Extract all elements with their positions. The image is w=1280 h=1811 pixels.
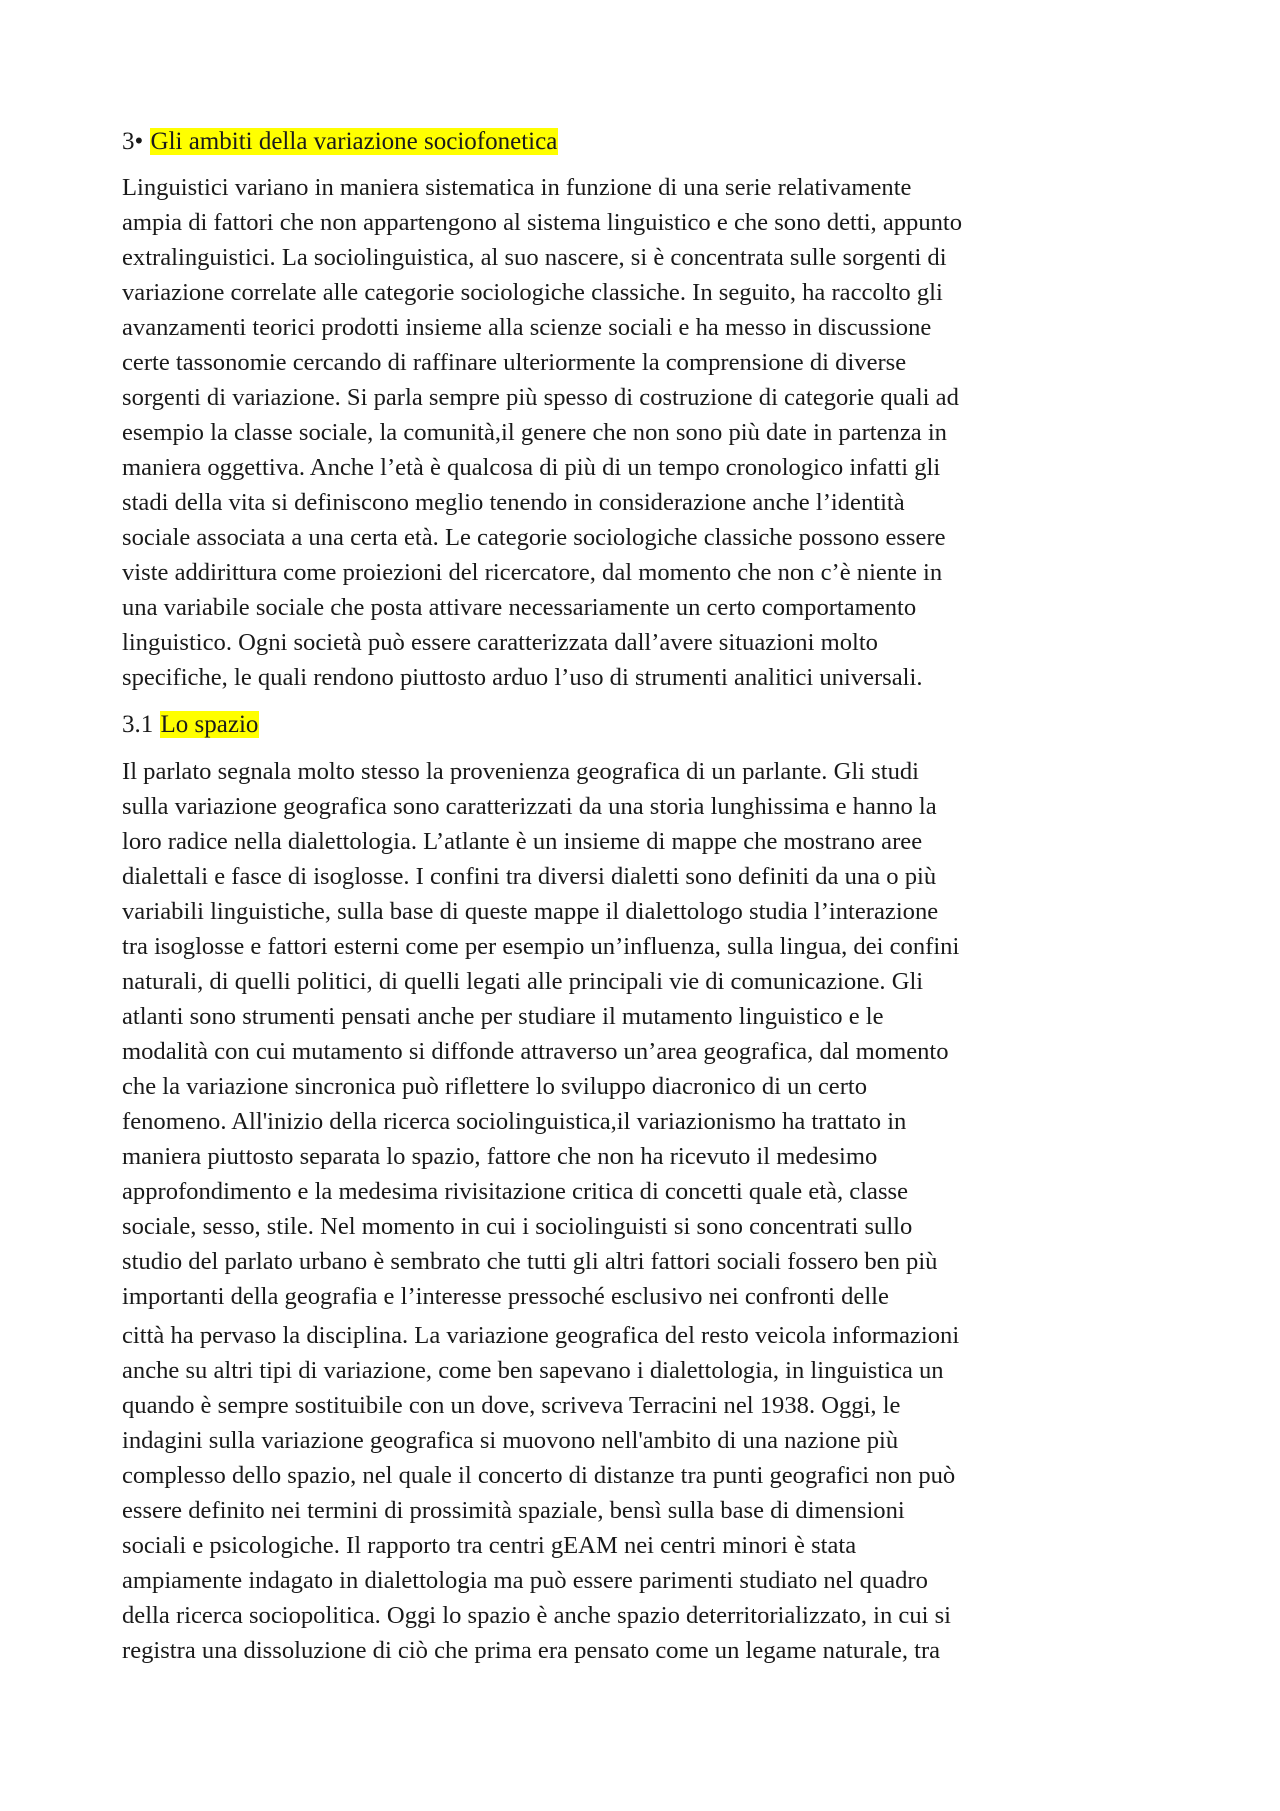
- text-line: maniera piuttosto separata lo spazio, fattore che non ha ricevuto il medesimo: [122, 1143, 878, 1170]
- text-line: stadi della vita si definiscono meglio tenendo in considerazione anche l’identità: [122, 489, 905, 516]
- text-line: naturali, di quelli politici, di quelli legati alle principali vie di comunicazione. Gli: [122, 968, 924, 995]
- text-line: linguistico. Ogni società può essere caratterizzata dall’avere situazioni molto: [122, 629, 878, 656]
- text-line: approfondimento e la medesima rivisitazione critica di concetti quale età, classe: [122, 1178, 909, 1205]
- text-line: extralinguistici. La sociolinguistica, al suo nascere, si è concentrata sulle sorgenti di: [122, 244, 947, 271]
- text-line: sociale, sesso, stile. Nel momento in cui i sociolinguisti si sono concentrati sullo: [122, 1213, 913, 1240]
- text-line: variazione correlate alle categorie sociologiche classiche. In seguito, ha raccolto gli: [122, 279, 943, 306]
- text-line: Linguistici variano in maniera sistematica in funzione di una serie relativamente: [122, 174, 912, 201]
- text-line: città ha pervaso la disciplina. La variazione geografica del resto veicola informazioni: [122, 1322, 960, 1349]
- text-line: sulla variazione geografica sono caratterizzati da una storia lunghissima e hanno la: [122, 793, 937, 820]
- highlighted-section-title: Gli ambiti della variazione sociofonetica: [150, 128, 558, 155]
- text-line: complesso dello spazio, nel quale il concerto di distanze tra punti geografici non può: [122, 1462, 956, 1489]
- text-line: importanti della geografia e l’interesse pressoché esclusivo nei confronti delle: [122, 1283, 889, 1310]
- text-line: viste addirittura come proiezioni del ricercatore, dal momento che non c’è niente in: [122, 559, 943, 586]
- section-3-1-paragraph-2: [122, 1318, 959, 1668]
- text-line: loro radice nella dialettologia. L’atlante è un insieme di mappe che mostrano aree: [122, 828, 923, 855]
- text-line: sociali e psicologiche. Il rapporto tra centri gEAM nei centri minori è stata: [122, 1532, 857, 1559]
- text-line: variabili linguistiche, sulla base di queste mappe il dialettologo studia l’interazione: [122, 898, 939, 925]
- text-line: Il parlato segnala molto stesso la provenienza geografica di un parlante. Gli studi: [122, 758, 919, 785]
- text-line: quando è sempre sostituibile con un dove, scriveva Terracini nel 1938. Oggi, le: [122, 1392, 901, 1419]
- text-line: dialettali e fasce di isoglosse. I confini tra diversi dialetti sono definiti da una o più: [122, 863, 937, 890]
- text-line: certe tassonomie cercando di raffinare ulteriormente la comprensione di diverse: [122, 349, 907, 376]
- text-line: una variabile sociale che posta attivare necessariamente un certo comportamento: [122, 594, 917, 621]
- text-line: della ricerca sociopolitica. Oggi lo spazio è anche spazio deterritorializzato, in cui si: [122, 1602, 952, 1629]
- text-line: specifiche, le quali rendono piuttosto arduo l’uso di strumenti analitici universali.: [122, 664, 923, 691]
- section-number: 3.1: [122, 711, 154, 738]
- text-line: maniera oggettiva. Anche l’età è qualcosa di più di un tempo cronologico infatti gli: [122, 454, 941, 481]
- text-line: modalità con cui mutamento si diffonde attraverso un’area geografica, dal momento: [122, 1038, 949, 1065]
- text-line: sorgenti di variazione. Si parla sempre più spesso di costruzione di categorie quali ad: [122, 384, 959, 411]
- text-line: avanzamenti teorici prodotti insieme alla scienze sociali e ha messo in discussione: [122, 314, 932, 341]
- text-line: essere definito nei termini di prossimità spaziale, bensì sulla base di dimensioni: [122, 1497, 905, 1524]
- text-line: tra isoglosse e fattori esterni come per esempio un’influenza, sulla lingua, dei confini: [122, 933, 960, 960]
- text-line: registra una dissoluzione di ciò che prima era pensato come un legame naturale, tra: [122, 1637, 941, 1664]
- text-line: anche su altri tipi di variazione, come ben sapevano i dialettologia, in linguistica un: [122, 1357, 944, 1384]
- text-line: studio del parlato urbano è sembrato che tutti gli altri fattori sociali fossero ben più: [122, 1248, 938, 1275]
- text-line: atlanti sono strumenti pensati anche per studiare il mutamento linguistico e le: [122, 1003, 884, 1030]
- text-line: fenomeno. All'inizio della ricerca sociolinguistica,il variazionismo ha trattato in: [122, 1108, 907, 1135]
- text-line: ampiamente indagato in dialettologia ma può essere parimenti studiato nel quadro: [122, 1567, 928, 1594]
- text-line: sociale associata a una certa età. Le categorie sociologiche classiche possono essere: [122, 524, 946, 551]
- text-line: ampia di fattori che non appartengono al sistema linguistico e che sono detti, appunto: [122, 209, 963, 236]
- text-line: indagini sulla variazione geografica si muovono nell'ambito di una nazione più: [122, 1427, 899, 1454]
- section-3-1-paragraph-1: [122, 754, 959, 1314]
- section-heading-3: [122, 125, 558, 159]
- section-heading-3-1: [122, 708, 259, 742]
- text-line: che la variazione sincronica può riflettere lo sviluppo diacronico di un certo: [122, 1073, 868, 1100]
- section-3-paragraph: [122, 170, 962, 695]
- highlighted-section-title: Lo spazio: [160, 711, 259, 738]
- text-line: esempio la classe sociale, la comunità,il genere che non sono più date in partenza in: [122, 419, 947, 446]
- section-number: 3•: [122, 128, 144, 155]
